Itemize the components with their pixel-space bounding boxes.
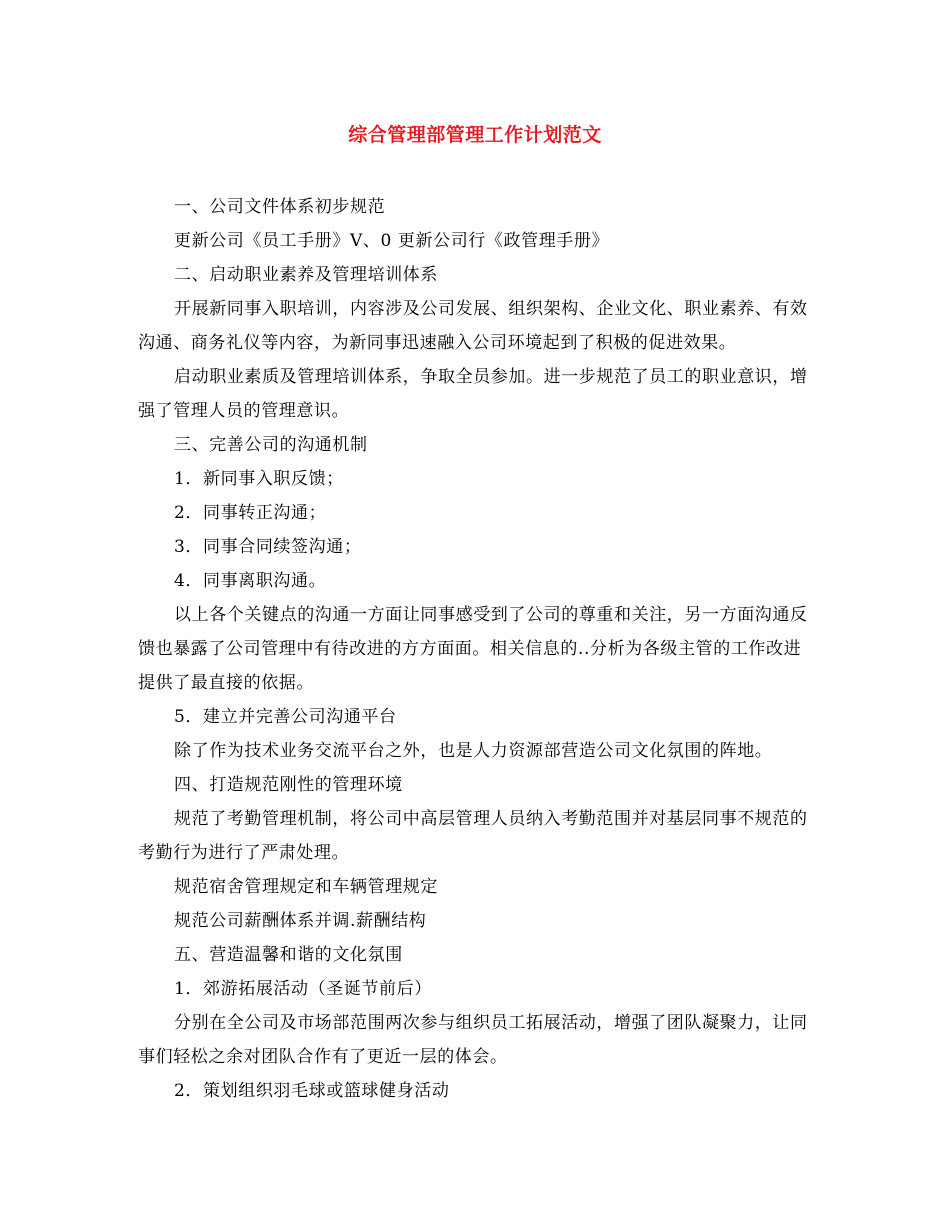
- document-body: [138, 190, 818, 1108]
- paragraph: 除了作为技术业务交流平台之外，也是人力资源部营造公司文化氛围的阵地。: [174, 741, 773, 761]
- paragraph: 1．新同事入职反馈；: [174, 469, 344, 489]
- paragraph: 2．策划组织羽毛球或篮球健身活动: [174, 1081, 450, 1101]
- paragraph: 二、启动职业素养及管理培训体系: [174, 265, 438, 285]
- paragraph: 三、完善公司的沟通机制: [174, 435, 368, 455]
- paragraph: 4．同事离职沟通。: [174, 571, 327, 591]
- paragraph: 规范宿舍管理规定和车辆管理规定: [174, 877, 438, 897]
- paragraph: 2．同事转正沟通；: [174, 503, 327, 523]
- paragraph: 1．郊游拓展活动（圣诞节前后）: [174, 979, 432, 999]
- paragraph: 四、打造规范刚性的管理环境: [174, 775, 403, 795]
- paragraph: 5．建立并完善公司沟通平台: [174, 707, 397, 727]
- paragraph: 以上各个关键点的沟通一方面让同事感受到了公司的尊重和关注，另一方面沟通反馈也暴露了公司管理中有待改进的方方面面。相关信息的..分析为各级主管的工作改进提供了最直接的依据。: [138, 605, 808, 693]
- paragraph: 规范公司薪酬体系并调.薪酬结构: [174, 911, 427, 931]
- paragraph: 规范了考勤管理机制，将公司中高层管理人员纳入考勤范围并对基层同事不规范的考勤行为进行了严肃处理。: [138, 809, 808, 863]
- paragraph: 一、公司文件体系初步规范: [174, 197, 386, 217]
- paragraph: 3．同事合同续签沟通；: [174, 537, 362, 557]
- document-title: 综合管理部管理工作计划范文: [348, 124, 602, 146]
- paragraph: 启动职业素质及管理培训体系，争取全员参加。进一步规范了员工的职业意识，增强了管理人员的管理意识。: [138, 367, 808, 421]
- paragraph: 更新公司《员工手册》V、0 更新公司行《政管理手册》: [174, 231, 610, 251]
- paragraph: 五、营造温馨和谐的文化氛围: [174, 945, 403, 965]
- paragraph: 分别在全公司及市场部范围两次参与组织员工拓展活动，增强了团队凝聚力，让同事们轻松之余对团队合作有了更近一层的体会。: [138, 1013, 808, 1067]
- paragraph: 开展新同事入职培训，内容涉及公司发展、组织架构、企业文化、职业素养、有效沟通、商务礼仪等内容，为新同事迅速融入公司环境起到了积极的促进效果。: [138, 299, 808, 353]
